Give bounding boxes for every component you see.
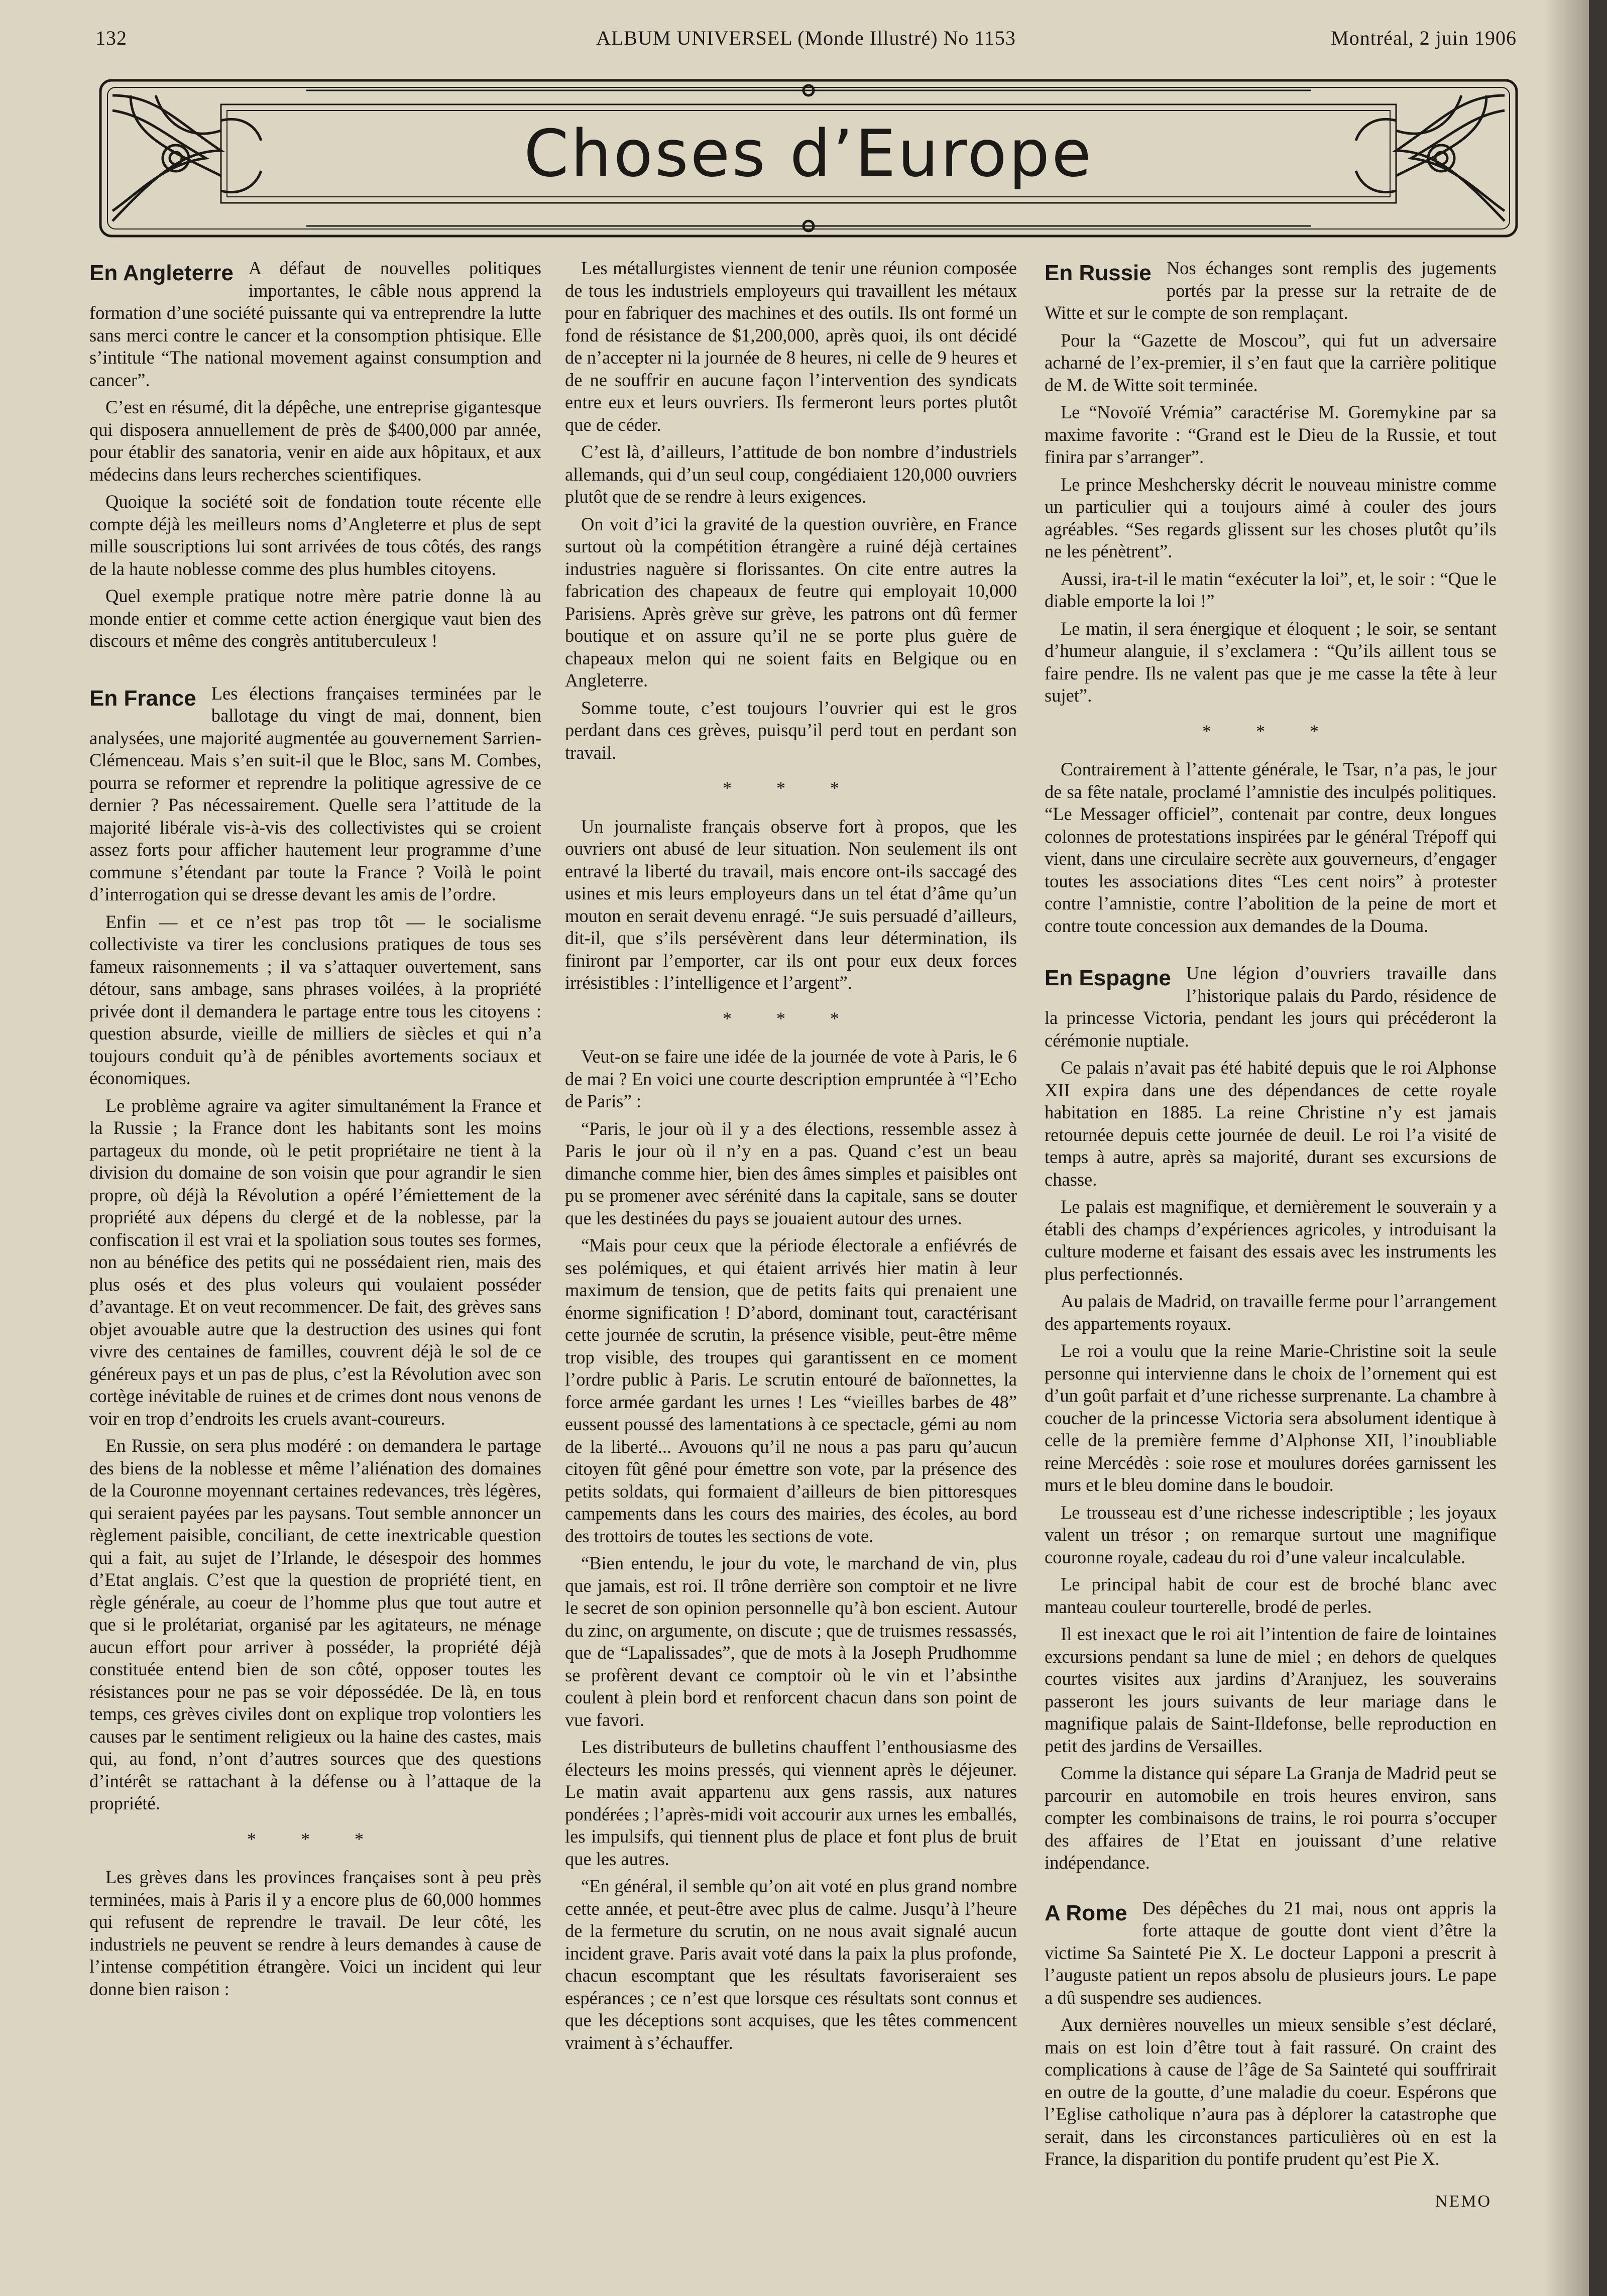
paragraph: Aux dernières nouvelles un mieux sensible s’est déclaré, mais on est loin d’être tout à fait rassuré. On craint des complications à cause de l’âge de Sa Sainteté qui souffrirait en outre de la goutte, d’une maladie du coeur. Espérons que l’Eglise catholique n’aura pas à déplorer la catastrophe que serait, dans les circonstances particulières où en est la France, la disparition du pontife prudent qu’est Pie X. bbox=[1045, 2014, 1497, 2169]
paragraph: Les distributeurs de bulletins chauffent l’enthousiasme des électeurs les moins pressés, qui viennent après le déjeuner. Le matin avait appartenu aux gens rassis, aux natures pondérées ; l’après-midi voit accourir aux urnes les emballés, les impulsifs, qui tiennent plus de place et font plus de bruit que les autres. bbox=[565, 1737, 1017, 1869]
separator: * * * bbox=[1202, 721, 1339, 741]
issue-date: Montréal, 2 juin 1906 bbox=[1331, 27, 1517, 49]
paragraph: Le roi a voulu que la reine Marie-Christine soit la seule personne qui intervienne dans le choix de l’ornement qui est d’un goût parfait et d’une richesse surprenante. La chambre à coucher de la princesse Victoria sera absolument identique à celle de la première femme d’Alphonse XII, l’inoubliable reine Mercédès : soie rose et moulures dorées garnissent les murs et le bleu domine dans le boudoir. bbox=[1045, 1340, 1497, 1495]
paragraph: Le prince Meshchersky décrit le nouveau ministre comme un particulier qui a toujours aimé à couler des jours agréables. “Ses regards glissent sur les choses plutôt qu’ils ne les pénètrent”. bbox=[1045, 474, 1497, 561]
paragraph: Les grèves dans les provinces françaises sont à peu près terminées, mais à Paris il y a encore plus de 60,000 hommes qui refusent de reprendre le travail. De leur côté, les industriels ne peuvent se rendre à leurs demandes à cause de l’intense compétition étrangère. Voici un incident qui leur donne bien raison : bbox=[89, 1867, 541, 1999]
paragraph: Comme la distance qui sépare La Granja de Madrid peut se parcourir en automobile en trois heures environ, sans compter les combinaisons de trains, le roi pourra s’occuper des affaires de l’Etat en jouissant d’une relative indépendance. bbox=[1045, 1763, 1497, 1873]
section-heading: En France bbox=[89, 685, 196, 711]
paragraph: “Mais pour ceux que la période électorale a enfiévrés de ses polémiques, et qui étaient arrivés hier matin à leur maximum de tension, que de petits faits qui prenaient une énorme signification ! D’abord, dominant tout, caractérisant cette journée de scrutin, la présence visible, peut-être même trop visible, des troupes qui garantissent en ce moment l’ordre public à Paris. Le scrutin entouré de baïonnettes, la force armée gardant les urnes ! Les “vieilles barbes de 48” eussent poussé des lamentations à ce spectacle, gémi au nom de la liberté... Avouons qu’il ne nous a pas paru qu’aucun citoyen fût gêné pour émettre son vote, par la présence des petits soldats, qui formaient d’ailleurs de bien pittoresques campements dans les cours des mairies, des écoles, au bord des trottoirs de toutes les sections de vote. bbox=[565, 1235, 1017, 1546]
column-3 bbox=[1045, 257, 1497, 2213]
paragraph: Veut-on se faire une idée de la journée de vote à Paris, le 6 de mai ? En voici une courte description empruntée à “l’Echo de Paris” : bbox=[565, 1046, 1017, 1111]
paragraph: Le palais est magnifique, et dernièrement le souverain y a établi des champs d’expériences agricoles, y introduisant la culture moderne et faisant des essais avec les instruments les plus perfectionnés. bbox=[1045, 1196, 1497, 1284]
section-heading: En Espagne bbox=[1045, 966, 1171, 990]
author-signature: NEMO bbox=[1435, 2192, 1491, 2211]
paragraph: Les métallurgistes viennent de tenir une réunion composée de tous les industriels employeurs qui travaillent les métaux pour en fabriquer des machines et des outils. Ils ont formé un fond de résistance de $1,200,000, après quoi, ils ont décidé de n’accepter ni la journée de 8 heures, ni celle de 9 heures et de ne souffrir en aucune façon l’intervention des syndicats entre eux et leurs ouvriers. Ils fermeront leurs portes plutôt que de céder. bbox=[565, 258, 1017, 435]
section-heading: A Rome bbox=[1045, 1900, 1127, 1925]
banner-title: Choses d’Europe bbox=[524, 117, 1093, 191]
section-banner bbox=[95, 75, 1522, 241]
page-number: 132 bbox=[95, 27, 127, 49]
section-espagne bbox=[1045, 962, 1497, 1874]
running-header bbox=[95, 26, 1517, 56]
paragraph: Un journaliste français observe fort à propos, que les ouvriers ont abusé de leur situation. Non seulement ils ont entravé la liberté du travail, mais encore ont-ils saccagé des usines et mis leurs employeurs dans un tel état d’âme qu’un mouton en serait devenu enragé. “Je suis persuadé d’ailleurs, dit-il, que s’ils persévèrent dans leur détermination, ils finiront par l’emporter, car ils ont pour eux deux forces irrésistibles : l’intelligence et l’argent”. bbox=[565, 816, 1017, 993]
paragraph: On voit d’ici la gravité de la question ouvrière, en France surtout où la compétition étrangère a ruiné déjà certaines industries naguère si florissantes. On cite entre autres la fabrication des chapeaux de feutre qui employait 10,000 Parisiens. Après grève sur grève, les patrons ont dû fermer boutique et on assure qu’il ne se porte plus guère de chapeaux melon qui ne soient faits en Belgique ou en Angleterre. bbox=[565, 513, 1017, 691]
section-france bbox=[89, 682, 541, 2001]
paragraph: “Paris, le jour où il y a des élections, ressemble assez à Paris le jour où il n’y en a pas. Quand c’est un beau dimanche comme hier, bien des âmes simples et paisibles ont pu se promener avec sérénité dans la capitale, sans se douter que les destinées du pays se jouaient autour des urnes. bbox=[565, 1118, 1017, 1228]
paragraph: Quoique la société soit de fondation toute récente elle compte déjà les meilleurs noms d’Angleterre et plus de sept mille souscriptions lui sont arrivées de tous côtés, des rangs de la haute noblesse comme des plus humbles citoyens. bbox=[89, 491, 541, 579]
column-1 bbox=[89, 257, 541, 2005]
paragraph: C’est en résumé, dit la dépêche, une entreprise gigantesque qui disposera annuellement de près de $400,000 par année, pour établir des sanatoria, venir en aide aux hôpitaux, et aux médecins dans leurs recherches scientifiques. bbox=[89, 397, 541, 485]
section-russie bbox=[1045, 257, 1497, 937]
paragraph: Le problème agraire va agiter simultanément la France et la Russie ; la France dont les habitants sont les moins partageux du monde, où le petit propriétaire ne tient à la division du domaine de son voisin que pour agrandir le sien propre, où déjà la Révolution a opéré l’émiettement de la propriété aux dépens du clergé et de la noblesse, par la confiscation il est vrai et la spoliation sous toutes ses formes, non au bénéfice des petits qui ne possédaient rien, mais des plus osés et des plus voleurs qui voulaient posséder d’avantage. Et on veut recommencer. De fait, des grèves sans objet avouable autre que la destruction des usines qui font vivre des centaines de familles, couvrent déjà le sol de ce généreux pays et un pas de plus, c’est la Révolution avec son cortège inévitable de ruines et de crimes dont nous venons de voir en trop d’endroits les cruels avant-coureurs. bbox=[89, 1095, 541, 1429]
section-rome bbox=[1045, 1897, 1497, 2213]
paragraph: “En général, il semble qu’on ait voté en plus grand nombre cette année, et peut-être avec plus de calme. Jusqu’à l’heure de la fermeture du scrutin, on ne nous avait signalé aucun incident grave. Paris avait voté dans la paix la plus profonde, chacun escomptant que les résultats favoriseraient ses espérances ; ce n’est que lorsque ces résultats sont connus et que les déceptions sont acquises, que les têtes commencent vraiment à s’échauffer. bbox=[565, 1876, 1017, 2053]
paragraph: Les élections françaises terminées par le ballotage du vingt de mai, donnent, bien analysées, une majorité augmentée au gouvernement Sarrien-Clémenceau. Mais s’en suit-il que le Bloc, sans M. Combes, pourra se reformer et reprendre la politique agressive de ce dernier ? Pas nécessairement. Quelle sera l’attitude de la majorité libérale vis-à-vis des collectivistes qui se croient assez forts pour afficher hautement leur programme d’une commune s’étendant par toute la France ? Voilà le point d’interrogation qui se dresse devant les amis de l’ordre. bbox=[89, 682, 541, 904]
paragraph: Le matin, il sera énergique et éloquent ; le soir, se sentant d’humeur alanguie, il s’exclamera : “Qu’ils aillent tous se faire pendre. Ils ne valent pas que je me casse la tête à leur sujet”. bbox=[1045, 618, 1497, 706]
section-angleterre bbox=[89, 257, 541, 652]
paragraph: Aussi, ira-t-il le matin “exécuter la loi”, et, le soir : “Que le diable emporte la loi !” bbox=[1045, 568, 1497, 611]
paragraph: Somme toute, c’est toujours l’ouvrier qui est le gros perdant dans ces grèves, puisqu’il perd tout en perdant son travail. bbox=[565, 697, 1017, 763]
paragraph: Le principal habit de cour est de broché blanc avec manteau couleur tourterelle, brodé de perles. bbox=[1045, 1574, 1497, 1617]
paragraph: Il est inexact que le roi ait l’intention de faire de lointaines excursions pendant sa lune de miel ; en dehors de quelques courtes visites aux jardins d’Aranjuez, les souverains passeront les jours suivants de leur mariage dans le magnifique palais de Saint-Ildefonse, belle reproduction en petit des jardins de Versailles. bbox=[1045, 1624, 1497, 1756]
section-heading: En Angleterre bbox=[89, 261, 234, 285]
paragraph: Pour la “Gazette de Moscou”, qui fut un adversaire acharné de l’ex-premier, il s’en faut que la carrière politique de M. de Witte soit terminée. bbox=[1045, 329, 1497, 395]
separator: * * * bbox=[723, 778, 859, 798]
paragraph: Ce palais n’avait pas été habité depuis que le roi Alphonse XII expira dans une des dépendances de cette royale habitation en 1885. La reine Christine n’y est jamais retournée depuis cette journée de deuil. Le roi l’a visité de temps à autre, après sa majorité, durant ses excursions de chasse. bbox=[1045, 1057, 1497, 1190]
paragraph: Quel exemple pratique notre mère patrie donne là au monde entier et comme cette action énergique vaut bien des discours et même des congrès antituberculeux ! bbox=[89, 586, 541, 651]
paragraph: Contrairement à l’attente générale, le Tsar, n’a pas, le jour de sa fête natale, proclamé l’amnistie des inculpés politiques. “Le Messager officiel”, contenait par contre, deux longues colonnes de protestations inspirées par le général Trépoff qui vient, dans une circulaire secrète aux gouverneurs, d’engager toutes les associations dites “Les cent noirs” à protester contre l’amnistie, contre l’abolition de la peine de mort et contre toute concession aux demandes de la Douma. bbox=[1045, 759, 1497, 936]
publication-title: ALBUM UNIVERSEL (Monde Illustré) No 1153 bbox=[596, 27, 1016, 49]
paragraph: C’est là, d’ailleurs, l’attitude de bon nombre d’industriels allemands, qui d’un seul coup, congédiaient 120,000 ouvriers plutôt que de se rendre à leurs exigences. bbox=[565, 441, 1017, 507]
paragraph: A défaut de nouvelles politiques importantes, le câble nous apprend la formation d’une société puissante qui va entreprendre la lutte sans merci contre le cancer et la consomption phtisique. Elle s’intitule “The national movement against consumption and cancer”. bbox=[89, 258, 541, 390]
paragraph: Nos échanges sont remplis des jugements portés par la presse sur la retraite de de Witte et sur le compte de son remplaçant. bbox=[1045, 258, 1497, 323]
separator: * * * bbox=[723, 1008, 859, 1028]
column-2 bbox=[565, 257, 1017, 2059]
paragraph: “Bien entendu, le jour du vote, le marchand de vin, plus que jamais, est roi. Il trône derrière son comptoir et ne livre le secret de son opinion personnelle qu’à bon escient. Autour du zinc, on argumente, on discute ; que de truismes ressassés, que de “Lapalissades”, que de mots à la Joseph Prudhomme se profèrent devant ce comptoir où le vin et l’absinthe coulent à plein bord et renforcent chacun dans son point de vue favori. bbox=[565, 1553, 1017, 1730]
separator: * * * bbox=[247, 1828, 384, 1849]
paragraph: Le “Novoïé Vrémia” caractérise M. Goremykine par sa maxime favorite : “Grand est le Dieu de la Russie, et tout finira par s’arranger”. bbox=[1045, 402, 1497, 467]
section-heading: En Russie bbox=[1045, 261, 1152, 285]
page-edge-shadow bbox=[1544, 0, 1589, 2296]
page-edge bbox=[1589, 0, 1607, 2296]
paragraph: Des dépêches du 21 mai, nous ont appris la forte attaque de goutte dont vient d’être la victime Sa Sainteté Pie X. Le docteur Lapponi a prescrit à l’auguste patient un repos absolu de plusieurs jours. Le pape a dû suspendre ses audiences. bbox=[1045, 1897, 1497, 2008]
paragraph: Le trousseau est d’une richesse indescriptible ; les joyaux valent un trésor ; on remarque surtout une magnifique couronne royale, cadeau du roi d’une valeur incalculable. bbox=[1045, 1502, 1497, 1567]
paragraph: Enfin — et ce n’est pas trop tôt — le socialisme collectiviste va tirer les conclusions pratiques de tous ses fameux raisonnements ; il va s’attaquer ouvertement, sans détour, sans ambage, sans phrases voilées, à la propriété privée dont il demandera le partage entre tous les citoyens : question absurde, vieille de milliers de siècles et qui n’a toujours conduit qu’à de pénibles avortements sociaux et économiques. bbox=[89, 911, 541, 1088]
paragraph: Une légion d’ouvriers travaille dans l’historique palais du Pardo, résidence de la princesse Victoria, pendant les jours qui précéderont la cérémonie nuptiale. bbox=[1045, 963, 1497, 1051]
paragraph: En Russie, on sera plus modéré : on demandera le partage des biens de la noblesse et même l’aliénation des domaines de la Couronne moyennant certaines redevances, très légères, qui seraient payées par les paysans. Tout semble annoncer un règlement paisible, conciliant, de cette inextricable question qui a fait, au sujet de l’Irlande, le désespoir des hommes d’Etat anglais. C’est que la question de propriété tient, en règle générale, au coeur de l’homme plus que tout autre et que si le prolétariat, organisé par les agitateurs, ne ménage aucun effort pour arriver à posséder, la propriété déjà constituée entend bien de son côté, opposer toutes les résistances pour ne pas se voir dépossédée. De là, en tous temps, ces grèves civiles dont on explique trop volontiers les causes par le sentiment religieux ou la haine des castes, mais qui, au fond, n’ont d’autres sources que des questions d’intérêt se rattachant à la défense ou à l’attaque de la propriété. bbox=[89, 1435, 541, 1813]
paragraph: Au palais de Madrid, on travaille ferme pour l’arrangement des appartements royaux. bbox=[1045, 1291, 1497, 1334]
